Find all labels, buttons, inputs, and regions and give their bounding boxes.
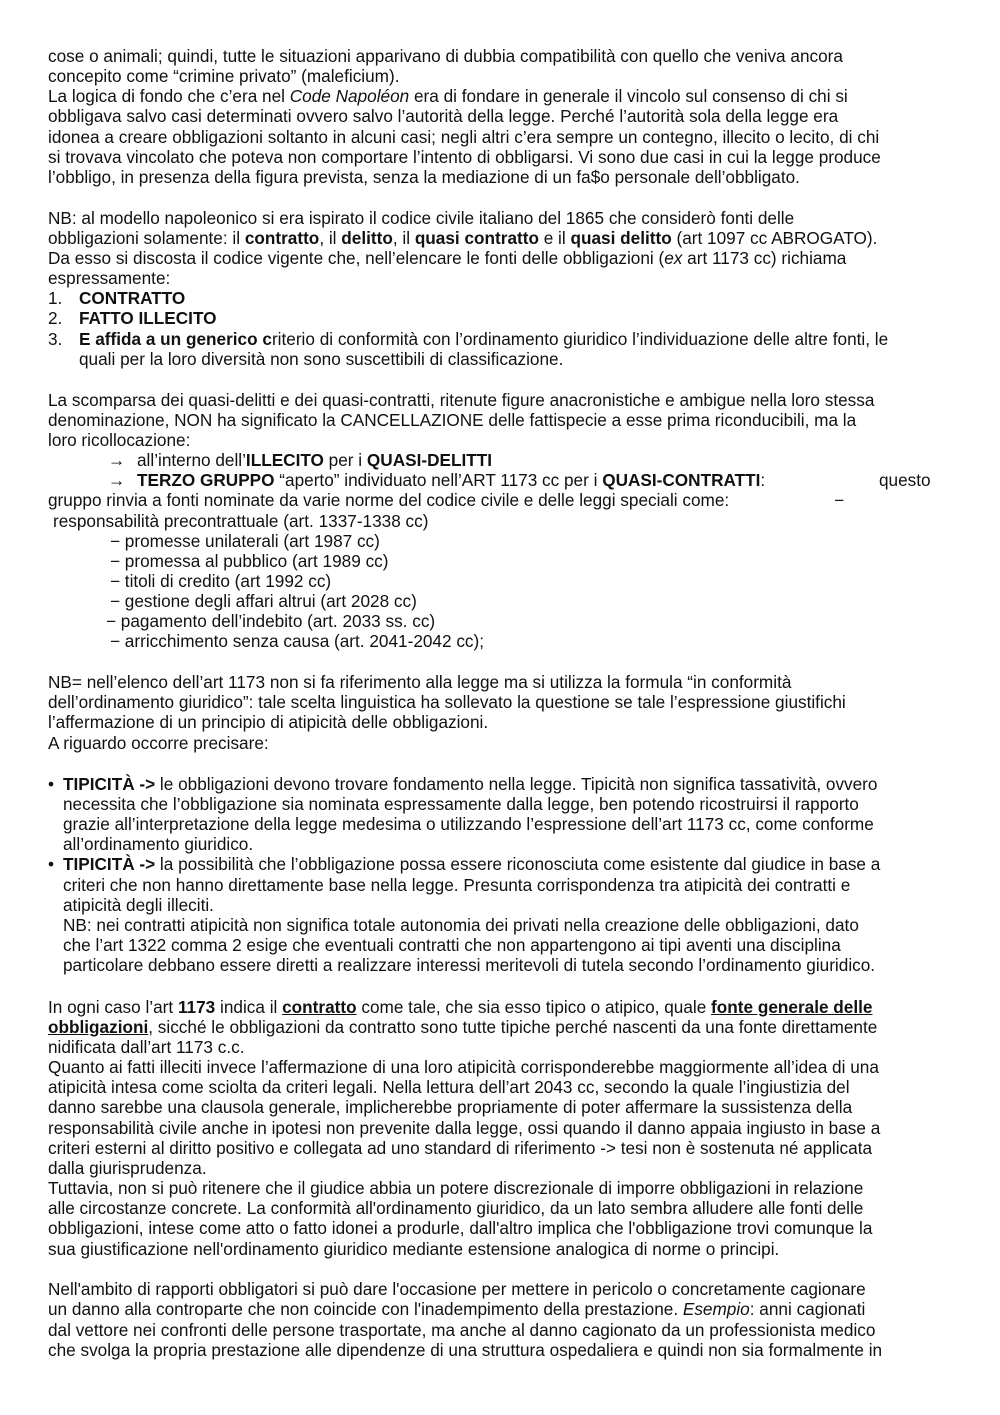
text-line: obbligazioni, sicché le obbligazioni da contratto sono tutte tipiche perché nascenti da una fonte direttamente (48, 1017, 878, 1037)
text-line: che l’art 1322 comma 2 esige che eventuali contratti che non appartengono ai tipi aventi una disciplina (63, 935, 841, 955)
arrow-item: → TERZO GRUPPO “aperto” individuato nell’ART 1173 cc per i QUASI-CONTRATTI: questo (108, 470, 931, 490)
text-line: NB: nei contratti atipicità non significa totale autonomia dei privati nella creazione delle obbligazioni, dato (63, 915, 859, 935)
text-line: atipicità intesa come sciolta da criteri legali. Nella lettura dell’art 2043 cc, secondo la quale l’ingiustizia del (48, 1077, 850, 1097)
text-line: si trovava vincolato che poteva non comportare l’intento di obbligarsi. Vi sono due casi in cui la legge produce (48, 147, 881, 167)
text-line: NB: al modello napoleonico si era ispirato il codice civile italiano del 1865 che considerò fonti delle (48, 208, 795, 228)
text-line: idonea a creare obbligazioni soltanto in alcuni casi; negli altri c’era sempre un contegno, illecito o lecito, di chi (48, 127, 880, 147)
text-line: all’ordinamento giuridico. (63, 834, 254, 854)
text-line: obbligazioni solamente: il contratto, il delitto, il quasi contratto e il quasi delitto (art 1097 cc ABROGATO). (48, 228, 878, 248)
bullet-icon: • (48, 854, 55, 874)
list-item: − titoli di credito (art 1992 cc) (110, 571, 332, 591)
text-line: concepito come “crimine privato” (maleficium). (48, 66, 400, 86)
bullet-item: • TIPICITÀ -> le obbligazioni devono trovare fondamento nella legge. Tipicità non significa tassatività, ovvero (48, 774, 878, 794)
text-line: obbligava salvo casi determinati ovvero salvo l’autorità della legge. Perché l’autorità sola della legge era (48, 106, 839, 126)
numbered-list-item: 2. FATTO ILLECITO (48, 308, 217, 328)
text-line: responsabilità civile anche in ipotesi non prevenite dalla legge, ossi quando il danno appaia ingiusto in base a (48, 1118, 881, 1138)
text-line: sua giustificazione nell'ordinamento giuridico mediante estensione analogica di norme o principi. (48, 1239, 780, 1259)
text-line: danno sarebbe una clausola generale, implicherebbe propriamente di poter affermare la sussistenza della (48, 1097, 853, 1117)
numbered-list-item: 3. E affida a un generico criterio di conformità con l’ordinamento giuridico l’individuazione delle altre fonti, le (48, 329, 889, 349)
text-line: responsabilità precontrattuale (art. 1337-1338 cc) (53, 511, 429, 531)
text-line: criteri esterni al diritto positivo e collegata ad uno standard di riferimento -> tesi non è sostenuta né applicata (48, 1138, 873, 1158)
arrow-icon: → (108, 470, 126, 490)
list-item: − gestione degli affari altrui (art 2028 cc) (110, 591, 417, 611)
bullet-item: • TIPICITÀ -> la possibilità che l’obbligazione possa essere riconosciuta come esistente dal giudice in base a (48, 854, 881, 874)
text-line: Tuttavia, non si può ritenere che il giudice abbia un potere discrezionale di imporre obbligazioni in relazione (48, 1178, 864, 1198)
text-line: denominazione, NON ha significato la CANCELLAZIONE delle fattispecie a esse prima riconducibili, ma la (48, 410, 857, 430)
text-line: che svolga la propria prestazione alle dipendenze di una struttura ospedaliera e quindi non sia formalmente in (48, 1340, 883, 1360)
text-line: dalla giurisprudenza. (48, 1158, 207, 1178)
list-item: − promesse unilaterali (art 1987 cc) (110, 531, 380, 551)
text-line: nidificata dall’art 1173 c.c. (48, 1037, 245, 1057)
list-item: − pagamento dell’indebito (art. 2033 ss. cc) (106, 611, 436, 631)
list-item: − arricchimento senza causa (art. 2041-2042 cc); (110, 631, 485, 651)
text-line: un danno alla controparte che non coincide con l'inadempimento della prestazione. Esempio: anni cagionati (48, 1299, 866, 1319)
text-line: criteri che non hanno direttamente base nella legge. Presunta corrispondenza tra atipicità dei contratti e (63, 875, 851, 895)
text-line: La scomparsa dei quasi-delitti e dei quasi-contratti, ritenute figure anacronistiche e ambigue nella loro stessa (48, 390, 875, 410)
text-line: Nell'ambito di rapporti obbligatori si può dare l'occasione per mettere in pericolo o concretamente cagionare (48, 1279, 866, 1299)
arrow-icon: → (108, 450, 126, 470)
text-line: necessita che l’obbligazione sia nominata espressamente dalla legge, ben potendo ricostruirsi il rapporto (63, 794, 859, 814)
text-line: atipicità degli illeciti. (63, 895, 214, 915)
arrow-item: → all’interno dell’ILLECITO per i QUASI-DELITTI (108, 450, 492, 470)
text-line: loro ricollocazione: (48, 430, 191, 450)
text-line: A riguardo occorre precisare: (48, 733, 269, 753)
text-line: espressamente: (48, 268, 171, 288)
text-line: gruppo rinvia a fonti nominate da varie norme del codice civile e delle leggi speciali come: − (48, 490, 845, 510)
text-line: Quanto ai fatti illeciti invece l’affermazione di una loro atipicità corrisponderebbe maggiormente all’idea di una (48, 1057, 879, 1077)
text-line: Da esso si discosta il codice vigente che, nell’elencare le fonti delle obbligazioni (ex art 1173 cc) richiama (48, 248, 847, 268)
numbered-list-item: 1. CONTRATTO (48, 288, 186, 308)
text-line: l’affermazione di un principio di atipicità delle obbligazioni. (48, 712, 489, 732)
text-line: In ogni caso l’art 1173 indica il contratto come tale, che sia esso tipico o atipico, quale fonte generale delle (48, 997, 873, 1017)
text-line: alle circostanze concrete. La conformità all'ordinamento giuridico, da un lato sembra alludere alle fonti delle (48, 1198, 864, 1218)
text-line: cose o animali; quindi, tutte le situazioni apparivano di dubbia compatibilità con quello che veniva ancora (48, 46, 843, 66)
text-line: grazie all’interpretazione della legge medesima o utilizzando l’espressione dell’art 1173 cc, come conforme (63, 814, 874, 834)
list-item: − promessa al pubblico (art 1989 cc) (110, 551, 389, 571)
text-line: obbligazioni, intese come atto o fatto idonei a produrle, dall'altro implica che l'obbligazione trovi comunque la (48, 1218, 873, 1238)
text-line: particolare debbano essere diretti a realizzare interessi meritevoli di tutela secondo l’ordinamento giuridico. (63, 955, 876, 975)
text-line: dell’ordinamento giuridico”: tale scelta linguistica ha sollevato la questione se tale l’espressione giustifichi (48, 692, 846, 712)
text-line: quali per la loro diversità non sono suscettibili di classificazione. (79, 349, 564, 369)
text-line: NB= nell’elenco dell’art 1173 non si fa riferimento alla legge ma si utilizza la formula “in conformità (48, 672, 792, 692)
text-line: dal vettore nei confronti delle persone trasportate, ma anche al danno cagionato da un professionista medico (48, 1320, 876, 1340)
bullet-icon: • (48, 774, 55, 794)
text-line: l’obbligo, in presenza della figura prevista, senza la mediazione di un fa$o personale dell’obbligato. (48, 167, 800, 187)
text-line: La logica di fondo che c’era nel Code Napoléon era di fondare in generale il vincolo sul consenso di chi si (48, 86, 848, 106)
